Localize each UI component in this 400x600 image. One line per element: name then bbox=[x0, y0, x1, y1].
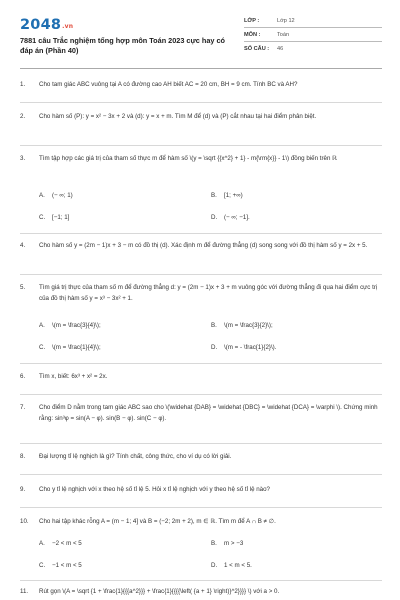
option-d[interactable] bbox=[211, 561, 252, 571]
question-number: 9. bbox=[20, 486, 26, 493]
question-number: 2. bbox=[20, 113, 26, 120]
divider bbox=[20, 233, 382, 234]
question-3 bbox=[20, 154, 380, 165]
question-text: Rút gọn \(A = \sqrt {1 + \frac{1}{{{a^2}}} + \frac{1}{{{{\left( {a + 1} \right)}^2}}}} \) với a > 0. bbox=[39, 588, 280, 595]
meta-table bbox=[244, 14, 382, 55]
document-title: 7881 câu Trắc nghiệm tổng hợp môn Toán 2023 cực hay có đáp án (Phần 40) bbox=[20, 36, 225, 55]
option-text: (− ∞; −1]. bbox=[224, 214, 250, 221]
question-9 bbox=[20, 485, 380, 496]
option-b[interactable] bbox=[211, 191, 243, 201]
question-number: 1. bbox=[20, 81, 26, 88]
option-a[interactable] bbox=[39, 539, 82, 549]
option-label: A. bbox=[39, 192, 45, 199]
option-a[interactable] bbox=[39, 191, 73, 201]
question-text: Tìm x, biết: 6x³ + x² = 2x. bbox=[39, 373, 108, 380]
question-text: Cho y tỉ lệ nghịch với x theo hệ số tỉ lệ 5. Hỏi x tỉ lệ nghịch với y theo hệ số tỉ lệ nào? bbox=[39, 486, 270, 493]
meta-row-subject bbox=[244, 28, 382, 42]
divider bbox=[20, 363, 382, 364]
question-number: 10. bbox=[20, 518, 29, 525]
question-7 bbox=[20, 403, 380, 424]
option-text: [1; +∞) bbox=[224, 192, 243, 199]
option-label: A. bbox=[39, 322, 45, 329]
meta-key: SỐ CÂU : bbox=[244, 45, 270, 52]
option-label: B. bbox=[211, 540, 217, 547]
question-text: Đại lượng tỉ lệ nghịch là gì? Tính chất, công thức, cho ví dụ có lời giải. bbox=[39, 453, 232, 460]
option-label: C. bbox=[39, 562, 46, 569]
option-text: (− ∞; 1) bbox=[52, 192, 73, 199]
question-text: Cho hai tập khác rỗng A = (m − 1; 4] và B = (−2; 2m + 2), m ∈ ℝ. Tìm m để A ∩ B ≠ ∅. bbox=[39, 518, 276, 525]
site-logo[interactable]: 2048.vn bbox=[20, 17, 74, 33]
question-text: Tìm giá trị thực của tham số m để đường thẳng d: y = (2m − 1)x + 3 + m vuông góc với đường thẳng đi qua hai điểm cực trị của đồ thị hàm số y = x³ − 3x² + 1. bbox=[39, 284, 378, 302]
option-text: m > −3 bbox=[224, 540, 244, 547]
question-text: Cho điểm D nằm trong tam giác ABC sao cho \(\widehat {DAB} = \widehat {DBC} = \widehat {DCA} = \varphi \). Chứng minh rằng: sin³φ = sin(A − φ). sin(B − φ). sin(C − φ). bbox=[39, 404, 378, 422]
meta-value: Toán bbox=[277, 31, 290, 38]
option-b[interactable] bbox=[211, 539, 243, 549]
question-1 bbox=[20, 80, 380, 91]
option-label: C. bbox=[39, 214, 46, 221]
question-number: 7. bbox=[20, 404, 26, 411]
option-c[interactable] bbox=[39, 561, 82, 571]
divider bbox=[20, 394, 382, 395]
option-text: \(m = \frac{1}{4}\); bbox=[52, 344, 101, 351]
header bbox=[20, 14, 382, 64]
option-text: [−1; 1] bbox=[52, 214, 70, 221]
header-divider bbox=[20, 68, 382, 69]
question-8 bbox=[20, 452, 380, 463]
option-c[interactable] bbox=[39, 213, 69, 223]
question-text: Cho tam giác ABC vuông tại A có đường cao AH biết AC = 20 cm, BH = 9 cm. Tính BC và AH? bbox=[39, 81, 298, 88]
question-2 bbox=[20, 112, 380, 123]
option-label: B. bbox=[211, 192, 217, 199]
question-number: 8. bbox=[20, 453, 26, 460]
question-number: 3. bbox=[20, 155, 26, 162]
option-c[interactable] bbox=[39, 343, 101, 353]
divider bbox=[20, 443, 382, 444]
option-text: −2 < m < 5 bbox=[52, 540, 82, 547]
question-text: Cho hàm số (P): y = x² − 3x + 2 và (d): y = x + m. Tìm M để (d) và (P) cắt nhau tại hai điểm phân biệt. bbox=[39, 113, 317, 120]
divider bbox=[20, 580, 382, 581]
question-number: 6. bbox=[20, 373, 26, 380]
option-label: D. bbox=[211, 214, 218, 221]
divider bbox=[20, 145, 382, 146]
option-label: A. bbox=[39, 540, 45, 547]
divider bbox=[20, 474, 382, 475]
option-text: −1 < m < 5 bbox=[52, 562, 82, 569]
option-text: 1 < m < 5. bbox=[224, 562, 252, 569]
question-text: Tìm tập hợp các giá trị của tham số thực m để hàm số \(y = \sqrt {{x^2} + 1} - m{\rm{x}} - 1\) đồng biến trên ℝ bbox=[39, 155, 338, 162]
option-text: \(m = - \frac{1}{2}\). bbox=[224, 344, 277, 351]
option-label: C. bbox=[39, 344, 46, 351]
option-a[interactable] bbox=[39, 321, 101, 331]
question-number: 5. bbox=[20, 284, 26, 291]
question-4 bbox=[20, 241, 380, 252]
question-11 bbox=[20, 587, 380, 598]
divider bbox=[20, 102, 382, 103]
divider bbox=[20, 507, 382, 508]
option-text: \(m = \frac{3}{4}\); bbox=[52, 322, 101, 329]
meta-key: MÔN : bbox=[244, 31, 261, 38]
option-label: D. bbox=[211, 344, 218, 351]
meta-row-count bbox=[244, 42, 382, 55]
question-10 bbox=[20, 517, 380, 528]
option-d[interactable] bbox=[211, 343, 276, 353]
question-6 bbox=[20, 372, 380, 383]
meta-key: LỚP : bbox=[244, 17, 260, 24]
option-text: \(m = \frac{3}{2}\); bbox=[224, 322, 273, 329]
option-d[interactable] bbox=[211, 213, 250, 223]
question-number: 4. bbox=[20, 242, 26, 249]
meta-value: 46 bbox=[277, 45, 284, 52]
divider bbox=[20, 274, 382, 275]
meta-value: Lớp 12 bbox=[277, 17, 295, 24]
option-label: B. bbox=[211, 322, 217, 329]
option-label: D. bbox=[211, 562, 218, 569]
question-text: Cho hàm số y = (2m − 1)x + 3 − m có đồ thị (d). Xác định m để đường thẳng (d) song song với đồ thị hàm số y = 2x + 5. bbox=[39, 242, 368, 249]
option-b[interactable] bbox=[211, 321, 273, 331]
question-number: 11. bbox=[20, 588, 29, 595]
meta-row-class bbox=[244, 14, 382, 28]
question-5 bbox=[20, 283, 380, 304]
